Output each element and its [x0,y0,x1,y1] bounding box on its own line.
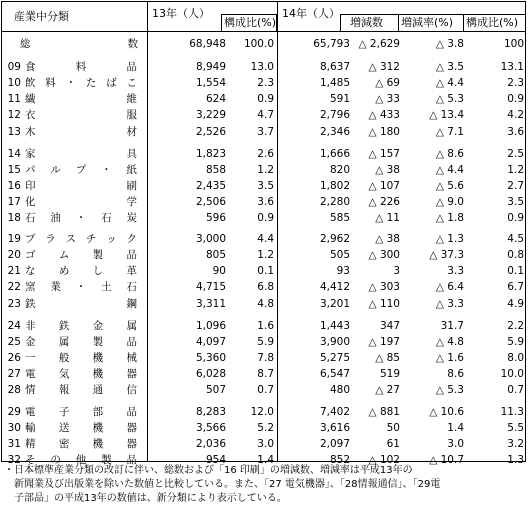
table-row [2,421,525,436]
industry-code: 14 [7,148,21,160]
ratio-13-cell: 0.1 [257,265,274,277]
header-change-rate: 増減率(%) [401,16,454,29]
industry-code: 19 [7,233,21,245]
ratio-13-cell: 3.7 [257,126,274,138]
employees-13-cell: 3,566 [195,422,226,434]
employees-14-cell: 4,412 [319,281,350,293]
change-cell: △ 38 [375,164,400,176]
change-cell: △ 69 [375,77,400,89]
industry-code: 21 [7,265,21,277]
employees-14-cell: 1,802 [319,180,350,192]
change-cell: △ 433 [368,109,400,121]
ratio-13-cell: 7.8 [257,352,274,364]
table-row [2,179,525,194]
industry-code: 13 [7,126,21,138]
change-cell: 519 [379,368,400,380]
ratio-14-cell: 0.9 [507,212,524,224]
table-row [2,383,525,398]
table-row [2,147,525,162]
change-rate-cell: △ 5.3 [435,384,464,396]
employees-13-cell: 805 [205,249,226,261]
table-row [2,405,525,420]
change-rate-cell: △ 4.4 [435,164,464,176]
ratio-14-cell: 1.3 [507,454,524,466]
industry-name: 衣 服 [25,109,137,121]
ratio-14-cell: 11.3 [500,406,524,418]
change-cell: △ 157 [368,148,400,160]
change-rate-cell: △ 5.6 [435,180,464,192]
ratio-13-cell: 0.9 [257,212,274,224]
change-rate-cell: △ 10.6 [429,406,464,418]
industry-name: パ ル プ ・ 紙 [25,164,137,176]
table-row [2,163,525,178]
table-row [2,280,525,295]
change-rate-cell: △ 6.4 [435,281,464,293]
ratio-14-cell: 5.5 [507,422,524,434]
employees-13-cell: 4,097 [195,336,226,348]
change-rate-cell: △ 1.8 [435,212,464,224]
change-rate-cell: △ 1.3 [435,233,464,245]
ratio-13-cell: 4.8 [257,298,274,310]
industry-name: 木 材 [25,126,137,138]
industry-name: 窯 業 ・ 土 石 [25,281,137,293]
industry-name: 鉄 鋼 [25,298,137,310]
employees-13-cell: 858 [205,164,226,176]
ratio-14-cell: 0.9 [507,93,524,105]
change-cell: △ 102 [368,454,400,466]
table-row [2,319,525,334]
table-row [2,297,525,312]
employees-14-cell: 591 [329,93,350,105]
ratio-14-cell: 8.0 [507,352,524,364]
industry-name: 一 般 機 械 [25,352,137,364]
employees-14-cell: 7,402 [319,406,350,418]
ratio-14-cell: 3.5 [507,196,524,208]
ratio-14-cell: 2.5 [507,148,524,160]
change-rate-cell: △ 8.6 [435,148,464,160]
industry-name: 飲 料 ・ た ば こ [25,77,137,89]
ratio-14-cell: 2.2 [507,320,524,332]
industry-code: 27 [7,368,21,380]
employees-13-cell: 90 [212,265,226,277]
employees-13-cell: 507 [205,384,226,396]
table-row [2,335,525,350]
industry-name: ゴ ム 製 品 [25,249,137,261]
ratio-13-cell: 1.2 [257,164,274,176]
change-rate-cell: △ 5.3 [435,93,464,105]
table-row [2,92,525,107]
change-rate-cell: 3.3 [447,265,464,277]
industry-code: 28 [7,384,21,396]
ratio-14-cell: 6.7 [507,281,524,293]
employees-14-cell: 585 [329,212,350,224]
ratio-14-cell: 13.1 [500,61,524,73]
industry-code: 24 [7,320,21,332]
table-row [2,351,525,366]
change-rate-cell: △ 10.7 [429,454,464,466]
industry-name: 食 料 品 [25,61,137,73]
ratio-14-cell: 4.5 [507,233,524,245]
employees-14-cell: 65,793 [313,38,350,50]
change-cell: △ 300 [368,249,400,261]
ratio-13-cell: 6.8 [257,281,274,293]
change-cell: △ 38 [375,233,400,245]
industry-name: 金 属 製 品 [25,336,137,348]
employees-13-cell: 3,229 [195,109,226,121]
change-cell: △ 110 [368,298,400,310]
employees-13-cell: 4,715 [195,281,226,293]
table-row [2,76,525,91]
ratio-13-cell: 1.2 [257,249,274,261]
industry-code: 26 [7,352,21,364]
ratio-13-cell: 1.4 [257,454,274,466]
employees-13-cell: 1,554 [195,77,226,89]
industry-name: 繊 維 [25,93,137,105]
employees-13-cell: 954 [205,454,226,466]
ratio-14-cell: 4.2 [507,109,524,121]
header-divider [2,31,525,32]
change-cell: 61 [386,438,400,450]
ratio-13-cell: 8.7 [257,368,274,380]
change-rate-cell: △ 4.8 [435,336,464,348]
change-cell: △ 11 [375,212,400,224]
industry-code: 09 [7,61,21,73]
ratio-13-cell: 0.7 [257,384,274,396]
change-cell: 50 [386,422,400,434]
ratio-14-cell: 2.3 [507,77,524,89]
ratio-13-cell: 2.3 [257,77,274,89]
industry-code: 22 [7,281,21,293]
change-cell: △ 107 [368,180,400,192]
ratio-13-cell: 3.0 [257,438,274,450]
employees-14-cell: 505 [329,249,350,261]
change-cell: 347 [379,320,400,332]
ratio-14-cell: 1.2 [507,164,524,176]
employees-13-cell: 1,096 [195,320,226,332]
ratio-14-cell: 10.0 [500,368,524,380]
employees-13-cell: 3,311 [195,298,226,310]
industry-name: そ の 他 製 品 [25,454,137,466]
change-cell: △ 2,629 [358,38,400,50]
industry-name: 総 数 [20,38,138,50]
change-rate-cell: 31.7 [440,320,464,332]
change-rate-cell: △ 1.6 [435,352,464,364]
industry-code: 11 [7,93,21,105]
industry-name: 精 密 機 器 [25,438,137,450]
industry-code: 32 [7,454,21,466]
industry-code: 25 [7,336,21,348]
change-rate-cell: △ 13.4 [429,109,464,121]
employees-13-cell: 2,435 [195,180,226,192]
ratio-13-cell: 3.5 [257,180,274,192]
footnote-line: 子部品」の平成13年の数値は、新分類により表示している。 [4,493,287,504]
table-row [2,125,525,140]
change-rate-cell: △ 37.3 [429,249,464,261]
ratio-13-cell: 5.9 [257,336,274,348]
industry-name: プ ラ ス チ ッ ク [25,233,137,245]
ratio-14-cell: 3.6 [507,126,524,138]
table-row [2,211,525,226]
industry-code: 18 [7,212,21,224]
employees-14-cell: 820 [329,164,350,176]
employees-13-cell: 2,036 [195,438,226,450]
employees-14-cell: 2,097 [319,438,350,450]
industry-code: 29 [7,406,21,418]
ratio-13-cell: 3.6 [257,196,274,208]
industry-code: 17 [7,196,21,208]
ratio-14-cell: 0.1 [507,265,524,277]
change-cell: △ 180 [368,126,400,138]
employees-13-cell: 2,506 [195,196,226,208]
change-cell: △ 226 [368,196,400,208]
employees-14-cell: 8,637 [319,61,350,73]
ratio-14-cell: 0.8 [507,249,524,261]
change-rate-cell: △ 4.4 [435,77,464,89]
change-cell: △ 33 [375,93,400,105]
header-ratio13: 構成比(%) [224,16,277,29]
footnote-line: 新聞業及び出版業を除いた数値と比較している。また、「27 電気機器」、「28情報通信」、「29電 [4,479,441,490]
header-ratio14: 構成比(%) [466,16,519,29]
employees-14-cell: 852 [329,454,350,466]
change-rate-cell: △ 9.0 [435,196,464,208]
ratio-13-cell: 13.0 [250,61,274,73]
change-cell: △ 27 [375,384,400,396]
industry-code: 31 [7,438,21,450]
table-row [2,248,525,263]
employees-14-cell: 3,900 [319,336,350,348]
industry-name: 石 油 ・ 石 炭 [25,212,137,224]
change-cell: △ 303 [368,281,400,293]
table-row [2,195,525,210]
employees-13-cell: 1,823 [195,148,226,160]
footnote-line: ・日本標準産業分類の改訂に伴い、総数および「16 印刷」の増減数、増減率は平成13年の [4,465,413,476]
industry-name: 輸 送 機 器 [25,422,137,434]
ratio-14-cell: 2.7 [507,180,524,192]
employees-13-cell: 624 [205,93,226,105]
ratio-14-cell: 100 [503,38,524,50]
ratio-14-cell: 0.7 [507,384,524,396]
change-rate-cell: △ 3.3 [435,298,464,310]
ratio-13-cell: 2.6 [257,148,274,160]
ratio-14-cell: 5.9 [507,336,524,348]
employees-13-cell: 6,028 [195,368,226,380]
industry-name: な め し 革 [25,265,137,277]
industry-code: 20 [7,249,21,261]
employees-14-cell: 1,485 [319,77,350,89]
employees-13-cell: 3,000 [195,233,226,245]
statistics-table [1,1,526,466]
change-cell: △ 881 [368,406,400,418]
employees-13-cell: 8,283 [195,406,226,418]
employees-14-cell: 3,616 [319,422,350,434]
industry-code: 15 [7,164,21,176]
header-change: 増減数 [350,16,383,29]
ratio-13-cell: 5.2 [257,422,274,434]
table-row [2,367,525,382]
table-row [2,37,525,52]
change-rate-cell: 1.4 [447,422,464,434]
industry-name: 印 刷 [25,180,137,192]
industry-code: 23 [7,298,21,310]
employees-14-cell: 3,201 [319,298,350,310]
ratio-14-cell: 4.9 [507,298,524,310]
ratio-14-cell: 3.2 [507,438,524,450]
change-rate-cell: △ 3.8 [435,38,464,50]
employees-14-cell: 93 [336,265,350,277]
change-rate-cell: 8.6 [447,368,464,380]
change-rate-cell: △ 3.5 [435,61,464,73]
change-rate-cell: 3.0 [447,438,464,450]
employees-14-cell: 480 [329,384,350,396]
employees-14-cell: 5,275 [319,352,350,364]
industry-code: 10 [7,77,21,89]
industry-name: 情 報 通 信 [25,384,137,396]
employees-14-cell: 1,666 [319,148,350,160]
industry-code: 30 [7,422,21,434]
header-year14: 14年（人） [282,7,340,20]
employees-13-cell: 8,949 [195,61,226,73]
ratio-13-cell: 100.0 [243,38,274,50]
industry-code: 12 [7,109,21,121]
table-row [2,232,525,247]
industry-name: 家 具 [25,148,137,160]
ratio-13-cell: 4.7 [257,109,274,121]
change-rate-cell: △ 7.1 [435,126,464,138]
change-cell: △ 312 [368,61,400,73]
employees-14-cell: 2,962 [319,233,350,245]
ratio-13-cell: 1.6 [257,320,274,332]
employees-14-cell: 2,796 [319,109,350,121]
table-row [2,264,525,279]
change-cell: △ 85 [375,352,400,364]
ratio-13-cell: 0.9 [257,93,274,105]
ratio-13-cell: 12.0 [250,406,274,418]
employees-14-cell: 1,443 [319,320,350,332]
table-row [2,437,525,452]
industry-name: 電 子 部 品 [25,406,137,418]
industry-name: 非 鉄 金 属 [25,320,137,332]
change-cell: 3 [393,265,400,277]
employees-14-cell: 2,346 [319,126,350,138]
industry-name: 電 気 機 器 [25,368,137,380]
employees-13-cell: 596 [205,212,226,224]
table-row [2,108,525,123]
employees-13-cell: 2,526 [195,126,226,138]
industry-code: 16 [7,180,21,192]
change-cell: △ 197 [368,336,400,348]
employees-14-cell: 6,547 [319,368,350,380]
industry-name: 化 学 [25,196,137,208]
ratio-13-cell: 4.4 [257,233,274,245]
footnote [4,464,524,506]
employees-14-cell: 2,280 [319,196,350,208]
header-year13: 13年（人） [152,7,210,20]
header-category: 産業中分類 [14,10,69,23]
employees-13-cell: 5,360 [195,352,226,364]
employees-13-cell: 68,948 [189,38,226,50]
table-row [2,60,525,75]
